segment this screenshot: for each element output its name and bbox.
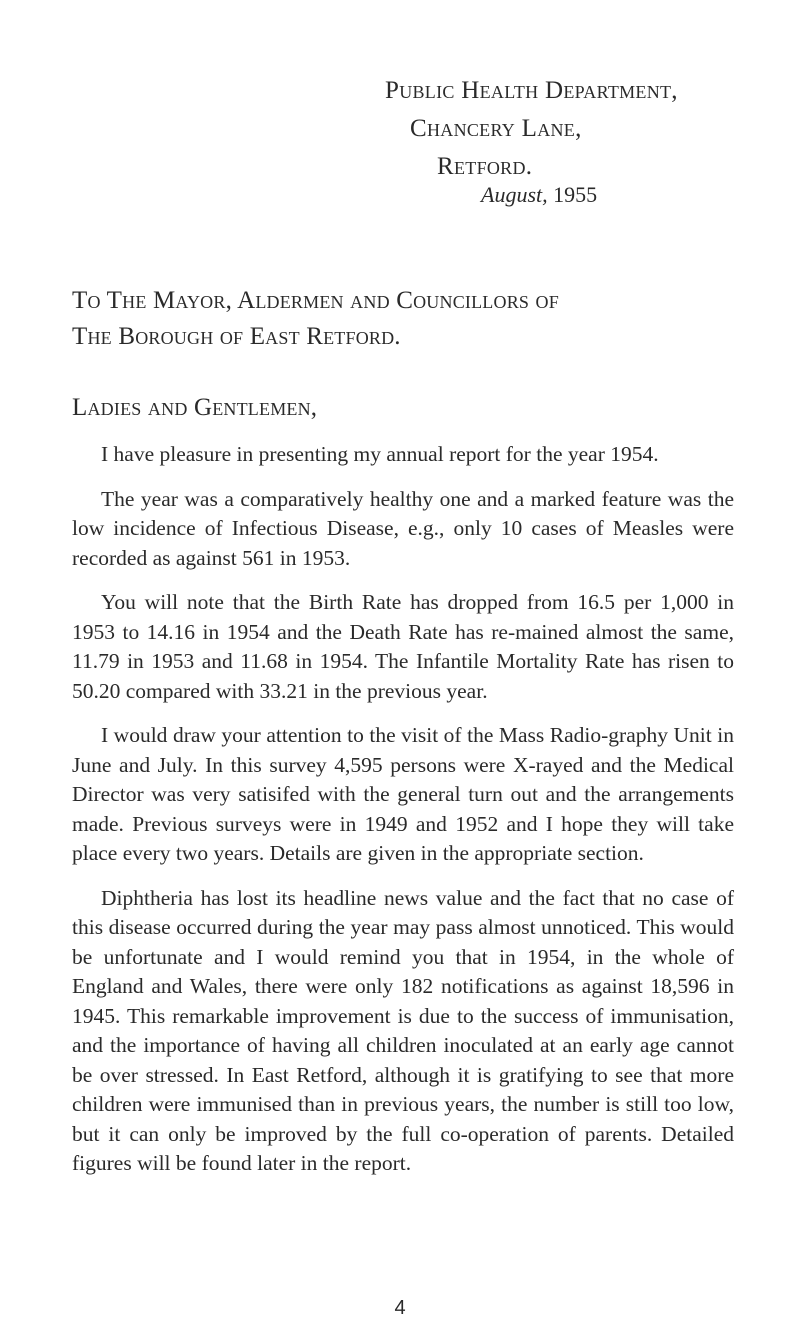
letter-date-month: August, bbox=[481, 182, 548, 207]
page-number: 4 bbox=[394, 1297, 406, 1319]
addressee-block bbox=[72, 283, 752, 355]
letter-body bbox=[72, 440, 734, 1194]
addressee-line-2: The Borough of East Retford. bbox=[72, 323, 401, 350]
letterhead-address bbox=[385, 72, 725, 186]
letter-date bbox=[481, 182, 597, 208]
letterhead-street: Chancery Lane, bbox=[410, 115, 582, 142]
paragraph-3: You will note that the Birth Rate has dropped from 16.5 per 1,000 in 1953 to 14.16 in 1954 and the Death Rate has re-mained almost the same, 11.79 in 1953 and 11.68 in 1954. The Infantile Mortality Rate has risen to 50.20 compared with 33.21 in the previous year. bbox=[72, 590, 734, 703]
paragraph-2: The year was a comparatively healthy one and a marked feature was the low incidence of Infectious Disease, e.g., only 10 cases of Measles were recorded as against 561 in 1953. bbox=[72, 486, 734, 570]
paragraph-4: I would draw your attention to the visit of the Mass Radio-graphy Unit in June and July. In this survey 4,595 persons were X-rayed and the Medical Director was very satisifed with the general turn out and the arrangements made. Previous surveys were in 1949 and 1952 and I hope they will take place every two years. Details are given in the appropriate section. bbox=[72, 723, 734, 865]
letterhead-town: Retford. bbox=[437, 153, 533, 180]
letterhead-department: Public Health Department, bbox=[385, 77, 678, 104]
addressee-line-1: To The Mayor, Aldermen and Councillors of bbox=[72, 287, 559, 314]
letter-date-year: 1955 bbox=[553, 182, 598, 207]
paragraph-5: Diphtheria has lost its headline news value and the fact that no case of this disease occurred during the year may pass almost unnoticed. This would be unfortunate and I would remind you that in 1954, in the whole of England and Wales, there were only 182 notifications as against 18,596 in 1945. This remarkable improvement is due to the success of immunisation, and the importance of having all children inoculated at an early age cannot be over stressed. In East Retford, although it is gratifying to see that more children were immunised than in previous years, the number is still too low, but it can only be improved by the full co-operation of parents. Detailed figures will be found later in the report. bbox=[72, 885, 734, 1175]
paragraph-1: I have pleasure in presenting my annual report for the year 1954. bbox=[101, 442, 659, 466]
salutation: Ladies and Gentlemen, bbox=[72, 394, 318, 421]
